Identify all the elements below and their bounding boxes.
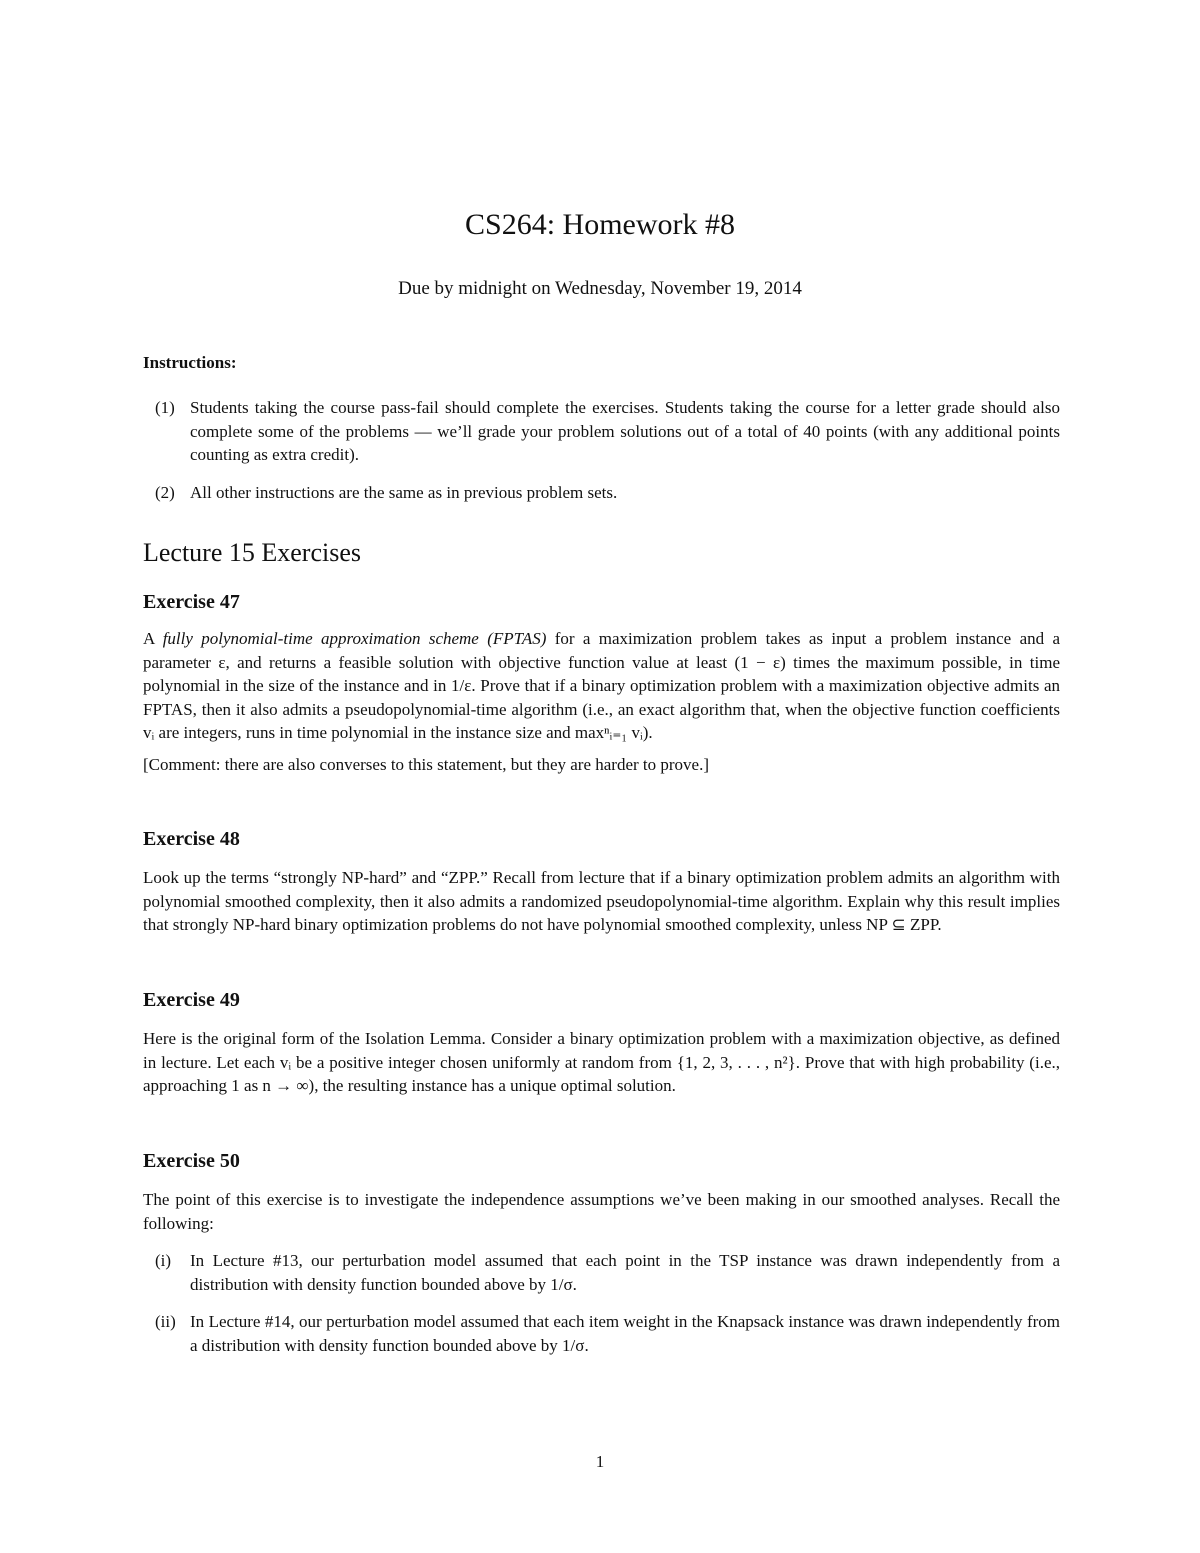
emphasis-term: fully polynomial-time approximation scheme (FPTAS) (162, 629, 547, 648)
text-run: A (143, 629, 163, 648)
section-title: Lecture 15 Exercises (143, 538, 362, 567)
item-number: (ii) (155, 1312, 176, 1331)
item-text: In Lecture #14, our perturbation model assumed that each item weight in the Knapsack instance was drawn independently from a distribution with density function bounded above by 1/σ. (190, 1312, 1060, 1355)
exercise-title: Exercise 50 (143, 1150, 240, 1172)
item-text: All other instructions are the same as in previous problem sets. (190, 482, 618, 502)
exercise-paragraph (143, 627, 1060, 745)
list-item (143, 481, 1060, 505)
list-item (143, 396, 1060, 467)
exercise-paragraph: Here is the original form of the Isolation Lemma. Consider a binary optimization problem with a maximization objective, as defined in lecture. Let each vᵢ be a positive integer chosen uniformly at random from {1, 2, 3, . . . , n²}. Prove that with high probability (i.e., approaching 1 as n → ∞), the resulting instance has a unique optimal solution. (143, 1029, 1060, 1095)
page-title: CS264: Homework #8 (465, 208, 735, 241)
exercise-paragraph: Look up the terms “strongly NP-hard” and “ZPP.” Recall from lecture that if a binary optimization problem admits an algorithm with polynomial smoothed complexity, then it also admits a randomized pseudopolynomial-time algorithm. Explain why this result implies that strongly NP-hard binary optimization problems do not have polynomial smoothed complexity, unless NP ⊆ ZPP. (143, 868, 1060, 934)
exercise-50-body (143, 1188, 1060, 1357)
item-number: (1) (155, 398, 175, 417)
due-date: Due by midnight on Wednesday, November 19, 2014 (398, 278, 802, 299)
item-number: (i) (155, 1251, 172, 1270)
exercise-title: Exercise 48 (143, 828, 240, 850)
list-item (143, 1310, 1060, 1357)
item-text: Students taking the course pass-fail should complete the exercises. Students taking the course for a letter grade should also complete some of the problems — we’ll grade your problem solutions out of a total of 40 points (with any additional points counting as extra credit). (190, 398, 1060, 464)
exercise-47-body (143, 627, 1060, 776)
item-text: In Lecture #13, our perturbation model assumed that each point in the TSP instance was drawn independently from a distribution with density function bounded above by 1/σ. (190, 1251, 1060, 1294)
instructions-label: Instructions: (143, 353, 237, 372)
exercise-comment: [Comment: there are also converses to this statement, but they are harder to prove.] (143, 754, 710, 774)
item-number: (2) (155, 482, 175, 502)
page-number: 1 (595, 1452, 605, 1471)
exercise-paragraph: The point of this exercise is to investigate the independence assumptions we’ve been making in our smoothed analyses. Recall the following: (143, 1190, 1060, 1233)
exercise-title: Exercise 49 (143, 989, 240, 1011)
text-run: for a maximization problem takes as input a problem instance and a parameter ε, and returns a feasible solution with objective function value at least (1 − ε) times the maximum possible, in time polynomial in the size of the instance and in 1/ε. Prove that if a binary optimization problem with a maximization objective admits an FPTAS, then it also admits a pseudopolynomial-time algorithm (i.e., an exact algorithm that, when the objective function coefficients vᵢ are integers, runs in time polynomial in the instance size and maxⁿᵢ₌₁ vᵢ). (143, 629, 1060, 742)
exercise-title: Exercise 47 (143, 591, 240, 613)
exercise-49-body (143, 1027, 1060, 1098)
instructions-list (143, 396, 1060, 504)
list-item (143, 1249, 1060, 1296)
exercise-48-body (143, 866, 1060, 937)
exercise-50-list (143, 1249, 1060, 1357)
